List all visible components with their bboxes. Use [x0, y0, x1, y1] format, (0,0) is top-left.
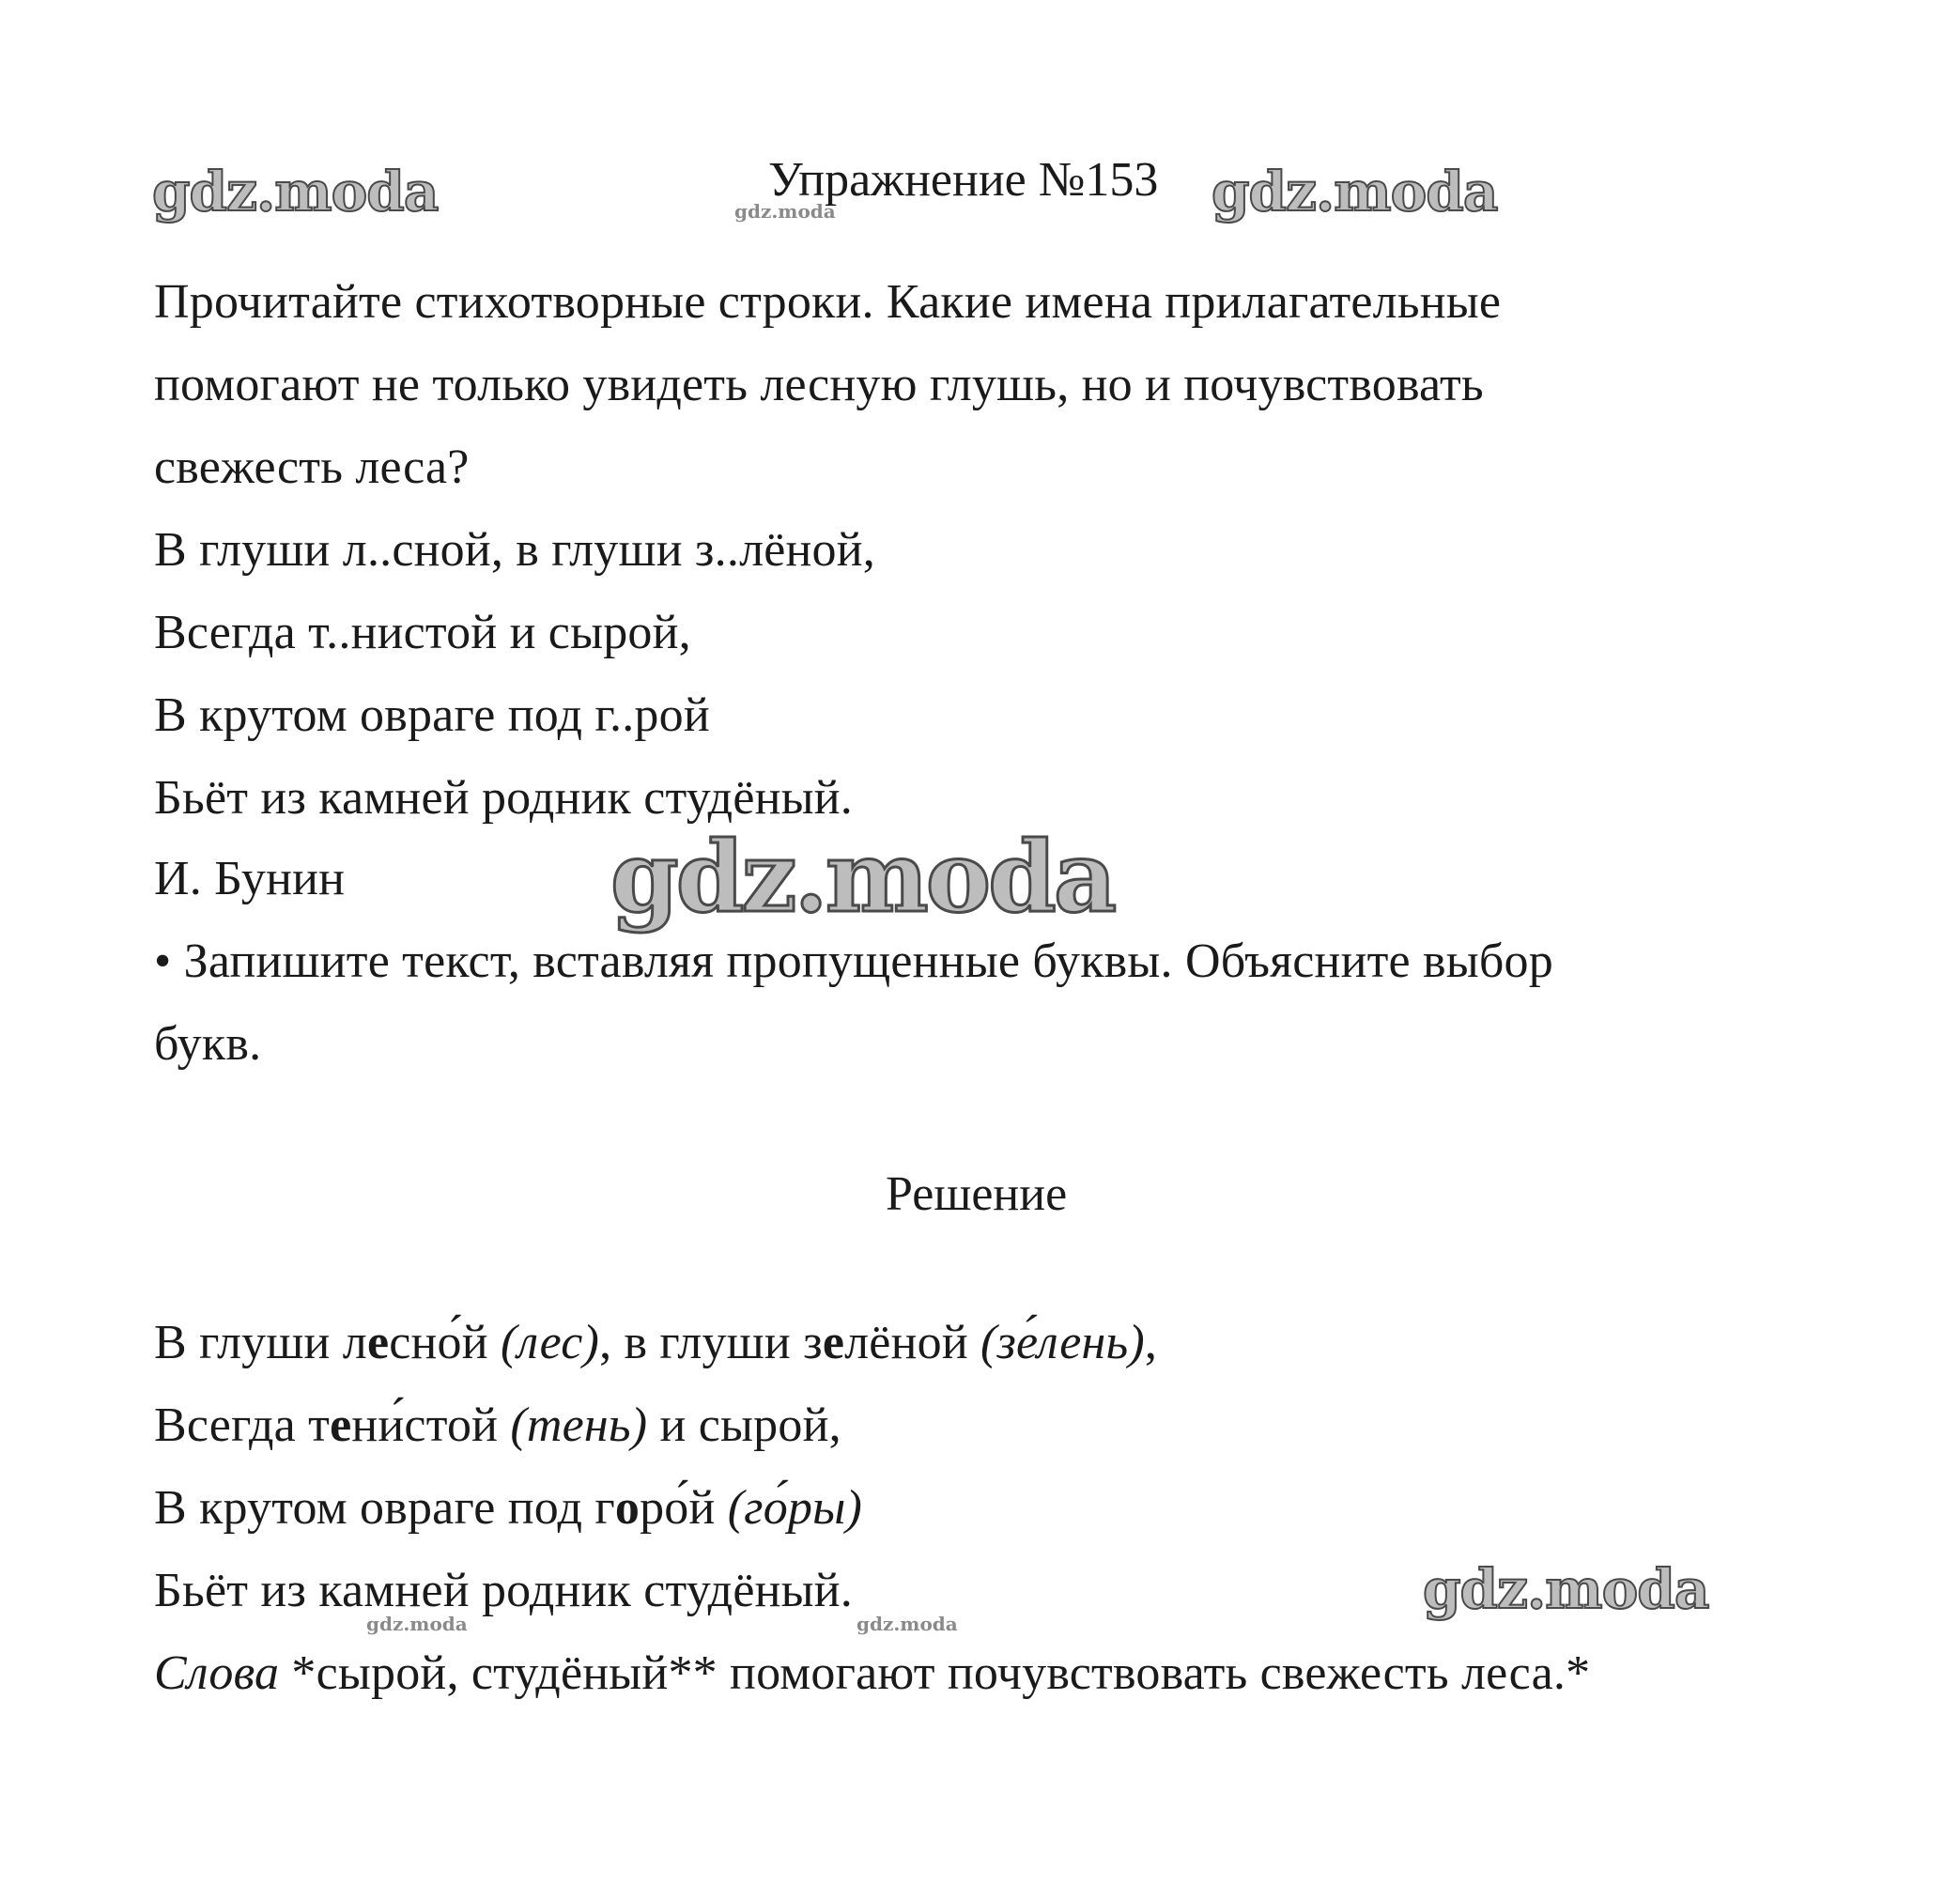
text: В крутом овраге под г — [154, 1481, 615, 1535]
task-line: свежесть леса? — [154, 440, 470, 494]
exercise-title: Упражнение №153 — [768, 153, 1159, 207]
text: ни́стой — [351, 1398, 499, 1452]
watermark-top-right: gdz.moda — [1211, 160, 1498, 224]
check-word: (лес) — [487, 1316, 600, 1369]
text: В глуши л — [154, 1316, 367, 1369]
watermark-top-left: gdz.moda — [152, 160, 439, 224]
solution-heading: Решение — [886, 1167, 1068, 1221]
solution-line — [154, 1480, 862, 1537]
solution-line — [154, 1398, 841, 1454]
check-word: (тень) — [498, 1398, 648, 1452]
text: лёной — [844, 1316, 968, 1369]
poem-line: В крутом овраге под г..рой — [154, 688, 710, 742]
inserted-letter: е — [330, 1398, 352, 1452]
watermark-small-bottom-mid: gdz.moda — [857, 1613, 958, 1635]
solution-line: Бьёт из камней родник студёный. — [154, 1564, 854, 1617]
text: , — [1144, 1316, 1158, 1369]
solution-line — [154, 1315, 1157, 1371]
watermark-small-title: gdz.moda — [734, 200, 836, 223]
text: , в глуши з — [599, 1316, 823, 1369]
check-word: (зе́лень) — [967, 1316, 1145, 1369]
poem-author: И. Бунин — [154, 852, 346, 905]
solution-conclusion — [154, 1646, 1590, 1702]
watermark-small-bottom-left: gdz.moda — [366, 1613, 468, 1635]
check-word: (го́ры) — [715, 1481, 863, 1535]
inserted-letter: о — [614, 1481, 640, 1535]
task-instruction: • Запишите текст, вставляя пропущенные буквы. Объясните выбор — [154, 935, 1553, 988]
text: и сырой, — [647, 1398, 841, 1452]
watermark-bottom-right: gdz.moda — [1423, 1557, 1709, 1621]
task-line: помогают не только увидеть лесную глушь, но и почувствовать — [154, 358, 1484, 411]
text: Слова — [154, 1646, 280, 1700]
task-instruction: букв. — [154, 1017, 262, 1071]
poem-line: В глуши л..сной, в глуши з..лёной, — [154, 523, 875, 577]
text: Всегда т — [154, 1398, 331, 1452]
inserted-letter: е — [366, 1316, 390, 1369]
text: *сырой, студёный** помогают почувствовать свежесть леса.* — [279, 1646, 1591, 1700]
text: сно́й — [389, 1316, 488, 1369]
task-line: Прочитайте стихотворные строки. Какие имена прилагательные — [154, 275, 1502, 329]
poem-line: Бьёт из камней родник студёный. — [154, 771, 854, 825]
poem-line: Всегда т..нистой и сырой, — [154, 606, 691, 659]
watermark-center: gdz.moda — [610, 819, 1115, 935]
inserted-letter: е — [822, 1316, 845, 1369]
text: ро́й — [640, 1481, 716, 1535]
